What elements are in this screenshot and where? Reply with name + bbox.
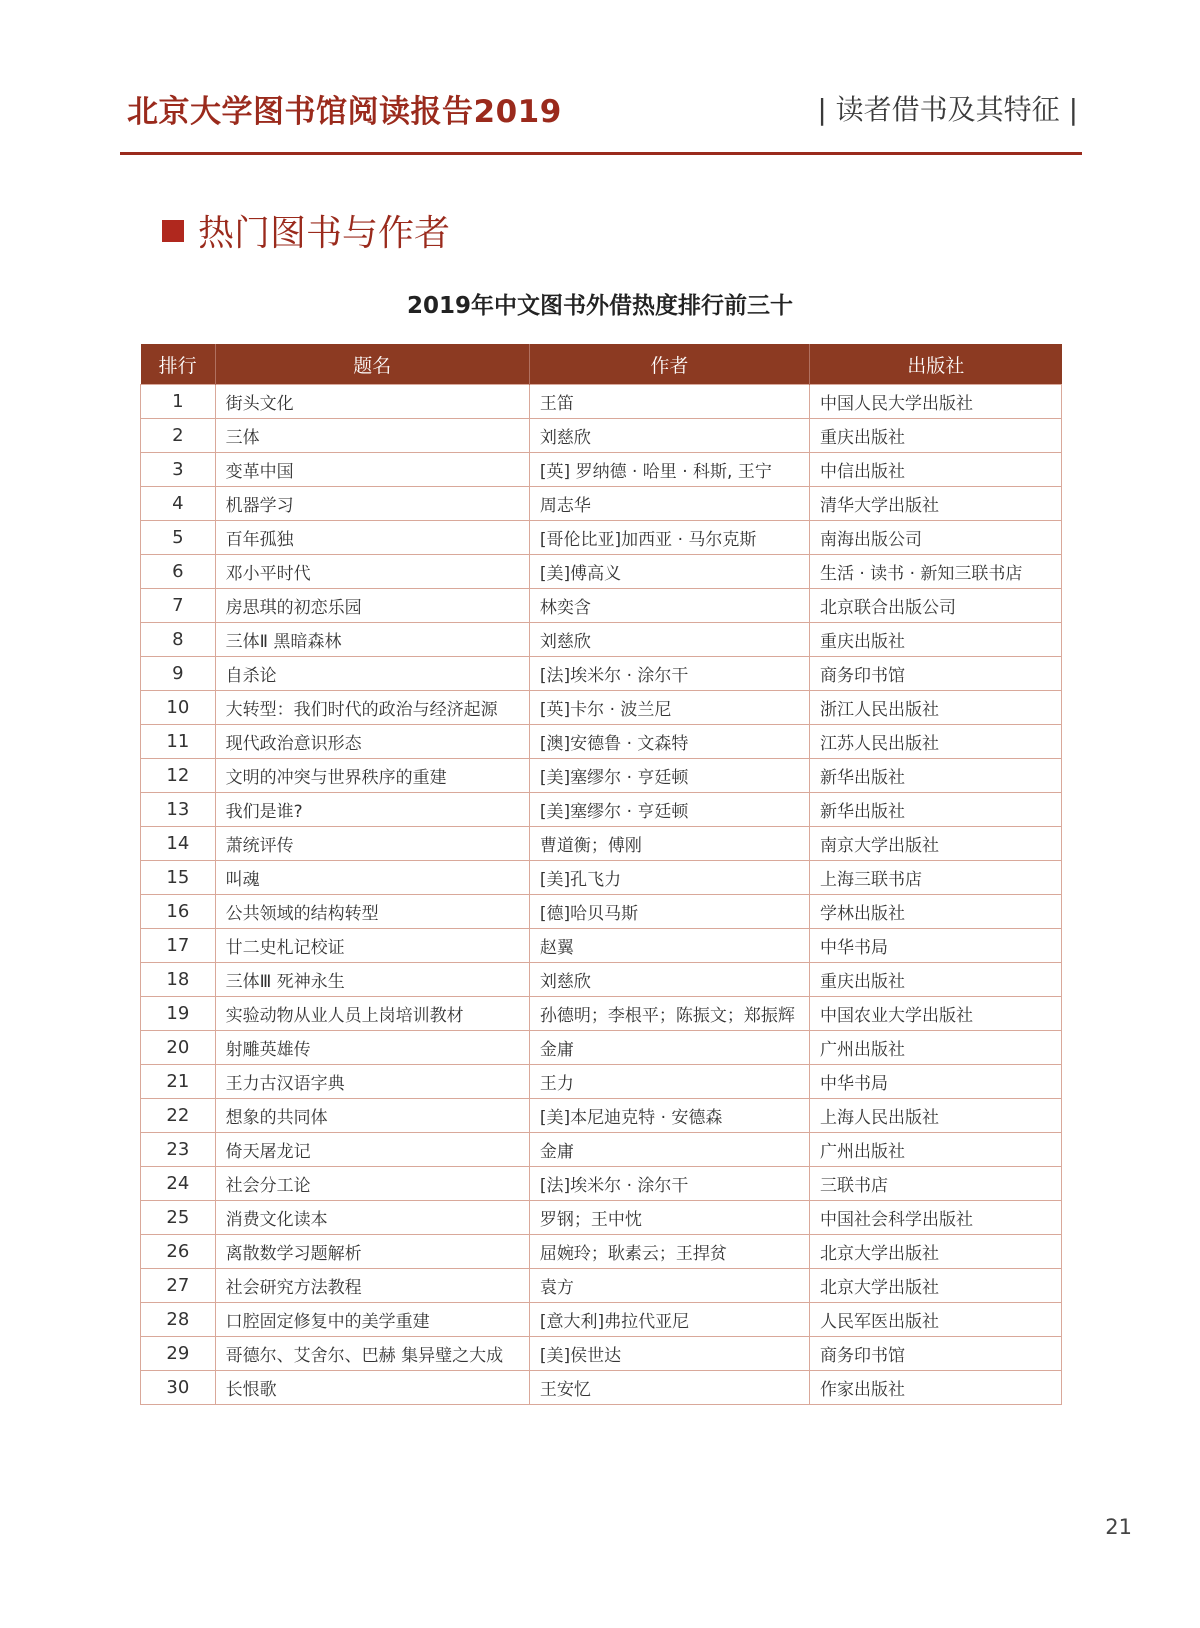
- author-cell: [英] 罗纳德 · 哈里 · 科斯, 王宁: [529, 453, 809, 487]
- publisher-cell: 上海人民出版社: [809, 1099, 1061, 1133]
- table-row: [141, 1031, 1062, 1065]
- author-cell: [美]本尼迪克特 · 安德森: [529, 1099, 809, 1133]
- author-cell: 刘慈欣: [529, 623, 809, 657]
- table-row: [141, 793, 1062, 827]
- title-cell: 现代政治意识形态: [215, 725, 529, 759]
- publisher-cell: 南海出版公司: [809, 521, 1061, 555]
- author-cell: [美]孔飞力: [529, 861, 809, 895]
- author-cell: [英]卡尔 · 波兰尼: [529, 691, 809, 725]
- author-cell: [法]埃米尔 · 涂尔干: [529, 1167, 809, 1201]
- section-heading: [162, 205, 450, 256]
- rank-cell: 28: [141, 1303, 216, 1337]
- table-row: [141, 1303, 1062, 1337]
- rank-cell: 9: [141, 657, 216, 691]
- table-row: [141, 589, 1062, 623]
- header-divider: [120, 152, 1082, 155]
- rank-cell: 24: [141, 1167, 216, 1201]
- rank-cell: 1: [141, 385, 216, 419]
- publisher-cell: 浙江人民出版社: [809, 691, 1061, 725]
- publisher-cell: 广州出版社: [809, 1031, 1061, 1065]
- table-row: [141, 827, 1062, 861]
- publisher-cell: 新华出版社: [809, 759, 1061, 793]
- title-cell: 叫魂: [215, 861, 529, 895]
- publisher-cell: 中国农业大学出版社: [809, 997, 1061, 1031]
- author-cell: 金庸: [529, 1031, 809, 1065]
- publisher-cell: 广州出版社: [809, 1133, 1061, 1167]
- publisher-cell: 南京大学出版社: [809, 827, 1061, 861]
- title-cell: 哥德尔、艾舍尔、巴赫 集异璧之大成: [215, 1337, 529, 1371]
- table-row: [141, 861, 1062, 895]
- title-cell: 社会研究方法教程: [215, 1269, 529, 1303]
- title-cell: 街头文化: [215, 385, 529, 419]
- table-row: [141, 487, 1062, 521]
- table-row: [141, 1133, 1062, 1167]
- table-header-row: [141, 344, 1062, 385]
- column-header-publisher: 出版社: [809, 344, 1061, 385]
- publisher-cell: 中华书局: [809, 1065, 1061, 1099]
- author-cell: 林奕含: [529, 589, 809, 623]
- table-row: [141, 1099, 1062, 1133]
- rank-cell: 29: [141, 1337, 216, 1371]
- rank-cell: 2: [141, 419, 216, 453]
- author-cell: 罗钢；王中忱: [529, 1201, 809, 1235]
- publisher-cell: 生活 · 读书 · 新知三联书店: [809, 555, 1061, 589]
- publisher-cell: 人民军医出版社: [809, 1303, 1061, 1337]
- author-cell: 刘慈欣: [529, 963, 809, 997]
- rank-cell: 14: [141, 827, 216, 861]
- title-cell: 三体: [215, 419, 529, 453]
- author-cell: [美]侯世达: [529, 1337, 809, 1371]
- author-cell: 王力: [529, 1065, 809, 1099]
- author-cell: 屈婉玲；耿素云；王捍贫: [529, 1235, 809, 1269]
- author-cell: [美]塞缪尔 · 亨廷顿: [529, 793, 809, 827]
- title-cell: 机器学习: [215, 487, 529, 521]
- table-row: [141, 1065, 1062, 1099]
- publisher-cell: 江苏人民出版社: [809, 725, 1061, 759]
- title-cell: 变革中国: [215, 453, 529, 487]
- title-cell: 三体Ⅱ 黑暗森林: [215, 623, 529, 657]
- publisher-cell: 北京大学出版社: [809, 1235, 1061, 1269]
- rank-cell: 16: [141, 895, 216, 929]
- author-cell: 王笛: [529, 385, 809, 419]
- rank-cell: 8: [141, 623, 216, 657]
- publisher-cell: 北京联合出版公司: [809, 589, 1061, 623]
- table-row: [141, 691, 1062, 725]
- rank-cell: 21: [141, 1065, 216, 1099]
- author-cell: 赵翼: [529, 929, 809, 963]
- publisher-cell: 中华书局: [809, 929, 1061, 963]
- rank-cell: 30: [141, 1371, 216, 1405]
- rank-cell: 4: [141, 487, 216, 521]
- table-row: [141, 929, 1062, 963]
- table-row: [141, 657, 1062, 691]
- author-cell: 刘慈欣: [529, 419, 809, 453]
- author-cell: [澳]安德鲁 · 文森特: [529, 725, 809, 759]
- table-row: [141, 997, 1062, 1031]
- title-cell: 萧统评传: [215, 827, 529, 861]
- publisher-cell: 商务印书馆: [809, 657, 1061, 691]
- table-row: [141, 1371, 1062, 1405]
- table-row: [141, 1269, 1062, 1303]
- table-row: [141, 759, 1062, 793]
- title-cell: 文明的冲突与世界秩序的重建: [215, 759, 529, 793]
- title-cell: 房思琪的初恋乐园: [215, 589, 529, 623]
- table-row: [141, 419, 1062, 453]
- publisher-cell: 商务印书馆: [809, 1337, 1061, 1371]
- table-row: [141, 623, 1062, 657]
- rank-cell: 27: [141, 1269, 216, 1303]
- rank-cell: 6: [141, 555, 216, 589]
- rank-cell: 26: [141, 1235, 216, 1269]
- title-cell: 公共领域的结构转型: [215, 895, 529, 929]
- table-row: [141, 1235, 1062, 1269]
- column-header-title: 题名: [215, 344, 529, 385]
- section-heading-text: 热门图书与作者: [198, 213, 451, 254]
- rank-cell: 11: [141, 725, 216, 759]
- rank-cell: 3: [141, 453, 216, 487]
- rank-cell: 18: [141, 963, 216, 997]
- title-cell: 社会分工论: [215, 1167, 529, 1201]
- title-cell: 口腔固定修复中的美学重建: [215, 1303, 529, 1337]
- title-cell: 廿二史札记校证: [215, 929, 529, 963]
- report-title: 北京大学图书馆阅读报告2019: [127, 94, 562, 130]
- author-cell: [哥伦比亚]加西亚 · 马尔克斯: [529, 521, 809, 555]
- table-row: [141, 1167, 1062, 1201]
- title-cell: 三体Ⅲ 死神永生: [215, 963, 529, 997]
- table-row: [141, 895, 1062, 929]
- rank-cell: 25: [141, 1201, 216, 1235]
- publisher-cell: 中信出版社: [809, 453, 1061, 487]
- column-header-author: 作者: [529, 344, 809, 385]
- rank-cell: 7: [141, 589, 216, 623]
- chapter-label: | 读者借书及其特征 |: [817, 93, 1078, 126]
- rank-cell: 10: [141, 691, 216, 725]
- author-cell: 曹道衡；傅刚: [529, 827, 809, 861]
- rank-cell: 5: [141, 521, 216, 555]
- title-cell: 消费文化读本: [215, 1201, 529, 1235]
- page-number: 21: [1105, 1515, 1132, 1539]
- publisher-cell: 重庆出版社: [809, 623, 1061, 657]
- publisher-cell: 清华大学出版社: [809, 487, 1061, 521]
- publisher-cell: 重庆出版社: [809, 419, 1061, 453]
- table-row: [141, 385, 1062, 419]
- title-cell: 我们是谁?: [215, 793, 529, 827]
- rank-cell: 19: [141, 997, 216, 1031]
- author-cell: 周志华: [529, 487, 809, 521]
- rank-cell: 13: [141, 793, 216, 827]
- publisher-cell: 新华出版社: [809, 793, 1061, 827]
- square-bullet-icon: [162, 220, 184, 242]
- author-cell: 孙德明；李根平；陈振文；郑振辉: [529, 997, 809, 1031]
- title-cell: 大转型：我们时代的政治与经济起源: [215, 691, 529, 725]
- author-cell: [意大利]弗拉代亚尼: [529, 1303, 809, 1337]
- publisher-cell: 作家出版社: [809, 1371, 1061, 1405]
- publisher-cell: 重庆出版社: [809, 963, 1061, 997]
- table-row: [141, 1201, 1062, 1235]
- table-row: [141, 555, 1062, 589]
- rank-cell: 20: [141, 1031, 216, 1065]
- title-cell: 倚天屠龙记: [215, 1133, 529, 1167]
- table-row: [141, 453, 1062, 487]
- author-cell: 王安忆: [529, 1371, 809, 1405]
- title-cell: 实验动物从业人员上岗培训教材: [215, 997, 529, 1031]
- publisher-cell: 三联书店: [809, 1167, 1061, 1201]
- publisher-cell: 北京大学出版社: [809, 1269, 1061, 1303]
- publisher-cell: 中国社会科学出版社: [809, 1201, 1061, 1235]
- title-cell: 离散数学习题解析: [215, 1235, 529, 1269]
- table-row: [141, 1337, 1062, 1371]
- rank-cell: 15: [141, 861, 216, 895]
- publisher-cell: 中国人民大学出版社: [809, 385, 1061, 419]
- author-cell: [美]塞缪尔 · 亨廷顿: [529, 759, 809, 793]
- rank-cell: 17: [141, 929, 216, 963]
- title-cell: 邓小平时代: [215, 555, 529, 589]
- table-row: [141, 725, 1062, 759]
- rank-cell: 22: [141, 1099, 216, 1133]
- author-cell: 金庸: [529, 1133, 809, 1167]
- table-body: [141, 385, 1062, 1405]
- author-cell: [美]傅高义: [529, 555, 809, 589]
- title-cell: 想象的共同体: [215, 1099, 529, 1133]
- table-caption: 2019年中文图书外借热度排行前三十: [406, 293, 793, 319]
- table-row: [141, 963, 1062, 997]
- column-header-rank: 排行: [141, 344, 216, 385]
- title-cell: 王力古汉语字典: [215, 1065, 529, 1099]
- title-cell: 百年孤独: [215, 521, 529, 555]
- author-cell: [法]埃米尔 · 涂尔干: [529, 657, 809, 691]
- publisher-cell: 学林出版社: [809, 895, 1061, 929]
- title-cell: 长恨歌: [215, 1371, 529, 1405]
- rank-cell: 12: [141, 759, 216, 793]
- publisher-cell: 上海三联书店: [809, 861, 1061, 895]
- rank-cell: 23: [141, 1133, 216, 1167]
- title-cell: 自杀论: [215, 657, 529, 691]
- author-cell: 袁方: [529, 1269, 809, 1303]
- author-cell: [德]哈贝马斯: [529, 895, 809, 929]
- table-row: [141, 521, 1062, 555]
- book-ranking-table: [140, 344, 1062, 1405]
- title-cell: 射雕英雄传: [215, 1031, 529, 1065]
